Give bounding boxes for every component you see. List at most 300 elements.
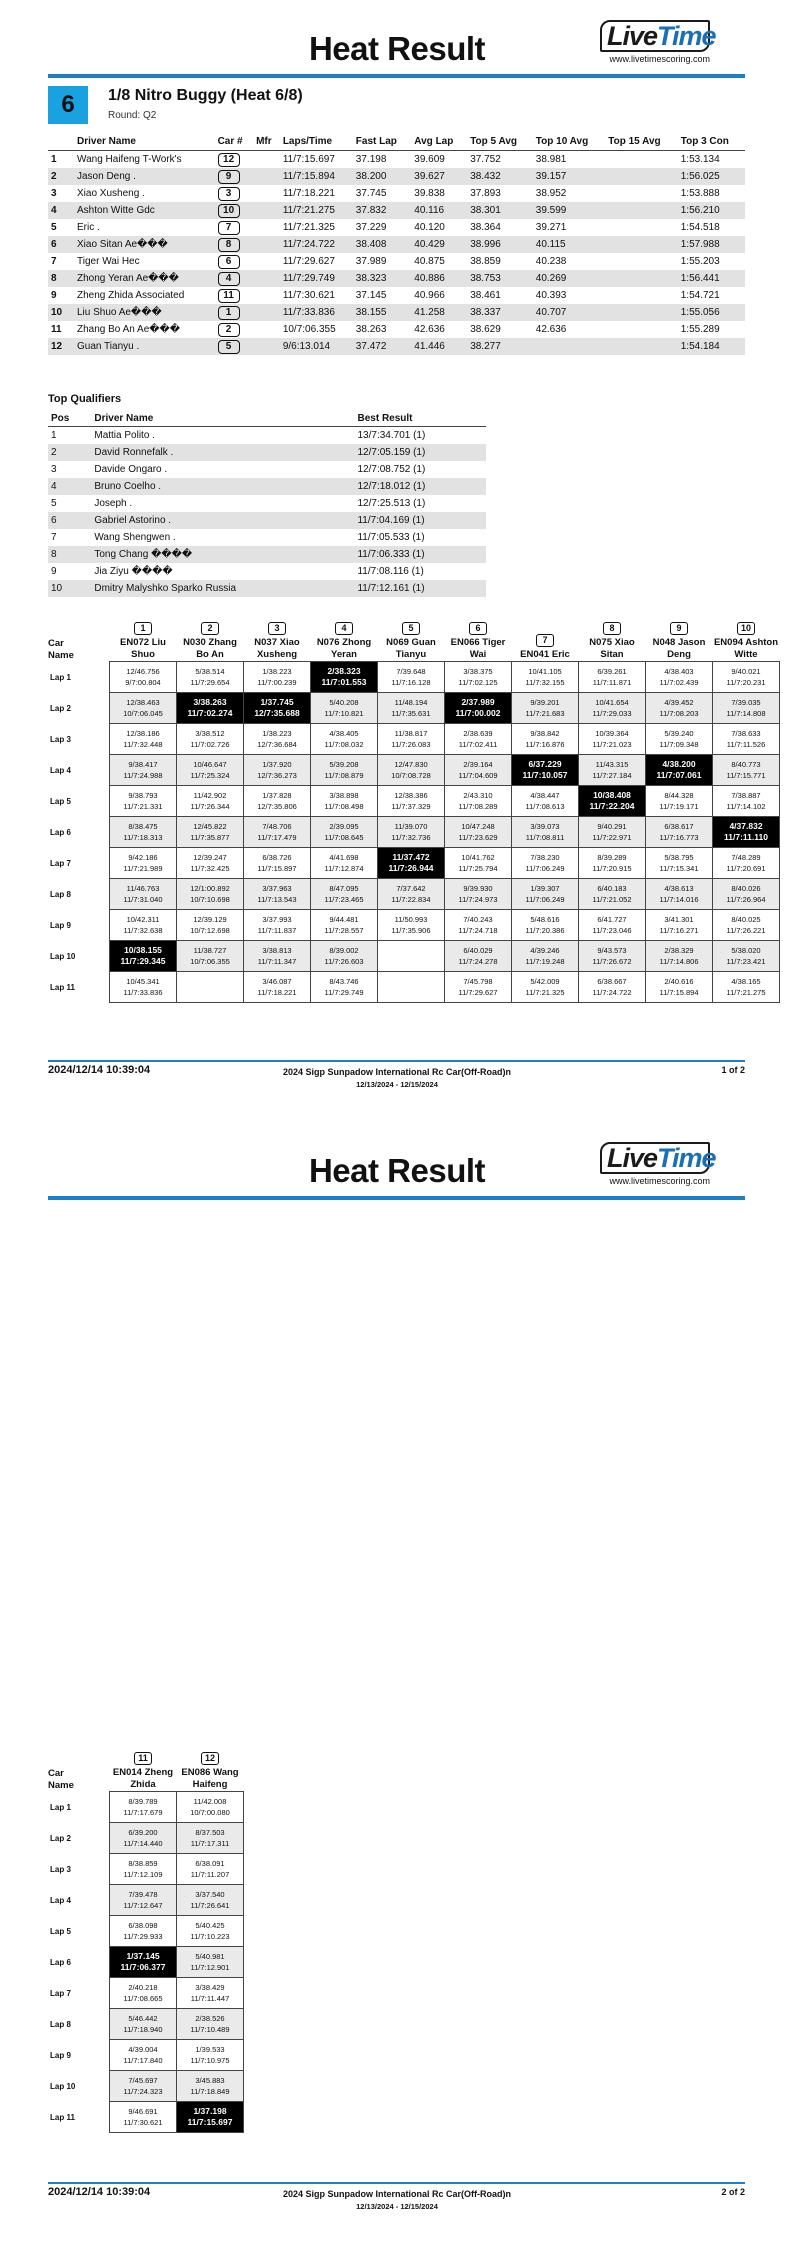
result-cell-laps: 11/7:21.275: [280, 202, 353, 219]
lap-position-time: 10/41.654: [595, 698, 629, 707]
lap-time-cell: [311, 662, 378, 693]
qualifier-cell-best: 11/7:12.161 (1): [354, 580, 486, 597]
lap-cumulative-time: 11/7:18.221: [257, 988, 297, 997]
car-driver-name: EN072 Liu Shuo: [120, 637, 166, 660]
result-cell-top10: 40.269: [533, 270, 605, 287]
logo-mark: LiveTime: [600, 1142, 710, 1174]
result-cell-driver: Zhong Yeran Ae���: [74, 270, 215, 287]
lap-time-cell: [445, 879, 512, 910]
result-cell-top3: 1:57.988: [678, 236, 745, 253]
lap-cumulative-time: 11/7:08.032: [324, 740, 364, 749]
lap-cumulative-time: 11/7:21.325: [525, 988, 565, 997]
lap-position-time: 8/40.025: [731, 915, 761, 924]
lap-cumulative-time: 11/7:12.109: [123, 1870, 163, 1879]
footer-rule: [48, 1060, 745, 1062]
lap-cumulative-time: 11/7:18.313: [123, 833, 163, 842]
result-cell-top10: 38.952: [535, 188, 567, 199]
lap-cumulative-time: 11/7:20.386: [525, 926, 565, 935]
lap-position-time: 1/37.145: [126, 1951, 160, 1961]
lap-time-cell: [579, 786, 646, 817]
lap-row: [48, 755, 780, 786]
lap-position-time: 6/37.229: [528, 759, 562, 769]
lap-time-cell: [378, 848, 445, 879]
lap-cumulative-time: 11/7:31.040: [123, 895, 163, 904]
lap-position-time: 9/38.793: [128, 791, 158, 800]
lap-time-cell: [378, 879, 445, 910]
lap-position-time: 3/38.813: [262, 946, 292, 955]
lap-time-cell: [244, 817, 311, 848]
qualifier-cell-driver: David Ronnefalk .: [91, 444, 354, 461]
lap-time-cell: [512, 910, 579, 941]
car-number-badge: 3: [268, 622, 286, 635]
lap-label: Lap 7: [50, 858, 71, 868]
qualifier-cell-driver: Mattia Polito .: [94, 430, 155, 441]
row-header-car: Car: [48, 637, 64, 649]
lap-position-time: 10/47.248: [461, 822, 495, 831]
car-number-badge: 3: [218, 187, 240, 201]
result-cell-fast: 38.200: [353, 168, 411, 185]
lap-time-cell: [713, 724, 780, 755]
lap-position-time: 6/39.200: [128, 1828, 158, 1837]
lap-position-time: 8/39.289: [597, 853, 627, 862]
result-cell-top10: 42.636: [535, 324, 567, 335]
results-col-header: Mfr: [253, 132, 280, 151]
result-cell-top5: 38.753: [467, 270, 533, 287]
lap-time-cell: [311, 941, 378, 972]
result-cell-pos: 8: [48, 270, 74, 287]
lap-position-time: 1/37.828: [262, 791, 292, 800]
result-cell-car: [215, 253, 253, 270]
result-cell-driver: Liu Shuo Ae���: [74, 304, 215, 321]
lap-position-time: 2/40.218: [128, 1983, 158, 1992]
lap-position-time: 7/38.887: [731, 791, 761, 800]
lap-cumulative-time: 11/7:24.988: [123, 771, 163, 780]
lap-time-cell: [646, 879, 713, 910]
result-cell-pos: 6: [48, 236, 74, 253]
heat-number-badge: 6: [48, 86, 88, 124]
result-cell-top5: 38.996: [467, 236, 533, 253]
lap-cumulative-time: 11/7:23.465: [324, 895, 364, 904]
lap-cumulative-time: 11/7:10.975: [190, 2056, 230, 2065]
lap-position-time: 7/48.706: [262, 822, 292, 831]
lap-time-cell: [579, 910, 646, 941]
car-number-badge: 12: [218, 153, 240, 167]
results-col-header: Laps/Time: [280, 132, 353, 151]
result-row: [48, 219, 745, 236]
lap-time-cell: [177, 848, 244, 879]
lap-time-cell: [713, 941, 780, 972]
row-header-car: Car: [48, 1767, 64, 1779]
lap-chart-car-header: [378, 622, 445, 662]
qualifier-cell-pos: 2: [48, 444, 91, 461]
lap-time-cell: [512, 755, 579, 786]
lap-time-cell: [311, 848, 378, 879]
result-cell-mfr: [253, 287, 280, 304]
lap-time-cell: [311, 786, 378, 817]
lap-position-time: 4/39.246: [530, 946, 560, 955]
lap-time-cell: [110, 662, 177, 693]
footer-event: 2024 Sigp Sunpadow International Rc Car(Off-Road)n: [282, 2189, 512, 2199]
lap-cumulative-time: 11/7:17.679: [123, 1808, 163, 1817]
lap-time-cell: [445, 724, 512, 755]
results-col-header: Avg Lap: [411, 132, 467, 151]
result-cell-car: [215, 219, 253, 236]
result-cell-top15: [605, 202, 677, 219]
lap-time-cell: [579, 755, 646, 786]
lap-position-time: 7/39.478: [128, 1890, 158, 1899]
lap-position-time: 1/37.745: [260, 697, 294, 707]
top-qualifiers-title: Top Qualifiers: [48, 393, 122, 405]
lap-row: [48, 910, 780, 941]
lap-row: [48, 2009, 244, 2040]
car-number-badge: 9: [670, 622, 688, 635]
qualifier-cell-driver: Bruno Coelho .: [91, 478, 354, 495]
lap-cumulative-time: 11/7:32.448: [123, 740, 163, 749]
qualifiers-col-header: Driver Name: [91, 410, 354, 427]
car-number-badge: 7: [536, 634, 554, 647]
lap-cumulative-time: 11/7:28.557: [324, 926, 364, 935]
result-cell-driver: Tiger Wai Hec: [77, 256, 140, 267]
lap-position-time: 2/39.164: [463, 760, 493, 769]
lap-cumulative-time: 11/7:26.344: [190, 802, 230, 811]
lap-position-time: 8/38.475: [128, 822, 158, 831]
lap-time-cell: [110, 1854, 177, 1885]
lap-position-time: 11/42.902: [193, 791, 227, 800]
lap-position-time: 2/38.639: [463, 729, 493, 738]
result-cell-top10: 40.393: [535, 290, 567, 301]
lap-time-cell: [244, 972, 311, 1003]
car-driver-name: EN094 Ashton Witte: [713, 637, 779, 660]
lap-cumulative-time: 11/7:25.794: [458, 864, 498, 873]
lap-time-cell: [713, 879, 780, 910]
lap-row: [48, 724, 780, 755]
lap-time-cell: [512, 786, 579, 817]
lap-position-time: 5/38.795: [664, 853, 694, 862]
lap-position-time: 12/38.186: [126, 729, 160, 738]
lap-time-cell: [110, 2009, 177, 2040]
lap-position-time: 5/40.208: [329, 698, 359, 707]
result-cell-laps: 11/7:24.722: [280, 236, 353, 253]
lap-time-cell: [646, 910, 713, 941]
lap-time-cell: [713, 662, 780, 693]
lap-time-cell: [713, 693, 780, 724]
footer-page-number: 1 of 2: [721, 1065, 745, 1075]
lap-time-cell: [378, 786, 445, 817]
lap-chart-car-header: [177, 622, 244, 662]
result-cell-mfr: [253, 202, 280, 219]
result-cell-top15: [605, 151, 677, 169]
result-cell-avg: 42.636: [414, 324, 445, 335]
qualifier-cell-pos: 6: [48, 512, 91, 529]
lap-position-time: 7/48.289: [731, 853, 761, 862]
lap-chart-car-header: [646, 622, 713, 662]
lap-position-time: 2/37.989: [461, 697, 495, 707]
result-cell-top5: 38.432: [467, 168, 533, 185]
lap-position-time: 12/47.830: [394, 760, 428, 769]
lap-cumulative-time: 11/7:32.425: [190, 864, 230, 873]
lap-position-time: 8/39.002: [329, 946, 359, 955]
lap-position-time: 11/38.727: [193, 946, 227, 955]
lap-label: Lap 9: [50, 920, 71, 930]
lap-cumulative-time: 11/7:11.871: [592, 678, 632, 687]
lap-position-time: 11/43.315: [595, 760, 629, 769]
lap-position-time: 11/37.472: [392, 852, 430, 862]
lap-position-time: 5/38.020: [731, 946, 761, 955]
result-cell-car: [215, 321, 253, 338]
lap-cumulative-time: 11/7:24.278: [458, 957, 498, 966]
result-cell-car: [215, 168, 253, 185]
logo-mark: LiveTime: [600, 20, 710, 52]
qualifier-cell-best: 12/7:18.012 (1): [354, 478, 486, 495]
result-cell-fast: 37.145: [355, 290, 387, 301]
lap-position-time: 3/45.883: [195, 2076, 225, 2085]
lap-position-time: 3/37.963: [262, 884, 292, 893]
lap-cumulative-time: 11/7:11.207: [190, 1870, 230, 1879]
lap-label: Lap 5: [50, 796, 71, 806]
lap-time-cell: [445, 693, 512, 724]
lap-position-time: 6/39.261: [597, 667, 627, 676]
car-driver-name: N048 Jason Deng: [652, 637, 706, 660]
results-col-header: Car #: [215, 132, 253, 151]
lap-position-time: 10/42.311: [126, 915, 160, 924]
lap-position-time: 1/38.223: [262, 729, 292, 738]
lap-time-cell: [110, 1823, 177, 1854]
qualifier-cell-driver: Joseph .: [94, 498, 133, 509]
lap-cumulative-time: 11/7:02.274: [187, 708, 233, 718]
lap-row: [48, 693, 780, 724]
lap-label: Lap 8: [50, 889, 71, 899]
result-cell-top15: [605, 304, 677, 321]
lap-time-cell: [646, 755, 713, 786]
result-cell-car: [215, 304, 253, 321]
result-cell-driver: Eric .: [77, 222, 100, 233]
lap-position-time: 10/41.105: [528, 667, 562, 676]
qualifier-row: [48, 512, 486, 529]
result-cell-top15: [605, 270, 677, 287]
lap-cumulative-time: 11/7:30.621: [123, 2118, 163, 2127]
result-cell-laps: 11/7:29.627: [282, 256, 335, 267]
lap-cumulative-time: 11/7:22.971: [592, 833, 632, 842]
result-row: [48, 253, 745, 270]
lap-time-cell: [579, 879, 646, 910]
result-cell-laps: 10/7:06.355: [282, 324, 336, 335]
lap-cumulative-time: 11/7:14.016: [659, 895, 699, 904]
lap-cumulative-time: 11/7:29.749: [324, 988, 364, 997]
result-row: [48, 321, 745, 338]
car-number-badge: 2: [218, 323, 240, 337]
result-row: [48, 151, 745, 169]
result-cell-driver: Xiao Xusheng .: [77, 188, 145, 199]
lap-label: Lap 3: [50, 1864, 71, 1874]
lap-time-cell: [244, 693, 311, 724]
lap-time-cell: [445, 786, 512, 817]
lap-cumulative-time: 11/7:17.479: [257, 833, 297, 842]
lap-time-cell: [311, 879, 378, 910]
result-cell-laps: 11/7:33.836: [280, 304, 353, 321]
result-cell-fast: 37.832: [353, 202, 411, 219]
lap-cumulative-time: 11/7:06.249: [525, 895, 565, 904]
qualifier-cell-pos: 10: [48, 580, 91, 597]
livetime-logo: [600, 20, 716, 64]
results-table: [48, 132, 745, 355]
lap-cumulative-time: 11/7:00.002: [455, 708, 501, 718]
lap-position-time: 3/41.301: [664, 915, 694, 924]
result-row: [48, 168, 745, 185]
result-cell-driver: Xiao Sitan Ae���: [74, 236, 215, 253]
lap-position-time: 3/38.898: [329, 791, 359, 800]
lap-row: [48, 786, 780, 817]
result-row: [48, 185, 745, 202]
car-number-badge: 7: [218, 221, 240, 235]
result-cell-avg: 39.838: [414, 188, 445, 199]
lap-time-cell: [445, 662, 512, 693]
results-col-header: Fast Lap: [353, 132, 411, 151]
results-col-header: Driver Name: [74, 132, 215, 151]
lap-position-time: 12/39.247: [193, 853, 227, 862]
result-cell-car: [215, 338, 253, 355]
lap-position-time: 7/39.035: [731, 698, 761, 707]
lap-row: [48, 1947, 244, 1978]
lap-cumulative-time: 11/7:26.221: [726, 926, 766, 935]
lap-cumulative-time: 11/7:12.901: [190, 1963, 230, 1972]
result-cell-driver: Guan Tianyu .: [74, 338, 215, 355]
lap-cumulative-time: 11/7:14.440: [123, 1839, 163, 1848]
result-cell-avg: 40.429: [411, 236, 467, 253]
lap-position-time: 5/40.981: [195, 1952, 225, 1961]
qualifier-row: [48, 580, 486, 597]
lap-time-cell: [646, 972, 713, 1003]
qualifiers-header-row: [48, 410, 486, 427]
lap-cumulative-time: 11/7:15.341: [659, 864, 699, 873]
lap-label: Lap 8: [50, 2019, 71, 2029]
lap-time-cell: [512, 693, 579, 724]
lap-position-time: 5/40.425: [195, 1921, 225, 1930]
qualifier-cell-best: 11/7:04.169 (1): [354, 512, 486, 529]
car-number-badge: 2: [201, 622, 219, 635]
result-cell-fast: 37.989: [355, 256, 387, 267]
lap-time-cell: [244, 662, 311, 693]
page-2: [0, 1122, 794, 2244]
result-cell-top10: 39.157: [533, 168, 605, 185]
lap-position-time: 11/50.993: [394, 915, 428, 924]
result-cell-fast: 38.323: [353, 270, 411, 287]
lap-time-cell: [177, 2009, 244, 2040]
lap-cumulative-time: 12/7:36.684: [257, 740, 297, 749]
lap-position-time: 2/38.329: [664, 946, 694, 955]
lap-time-cell: [110, 2102, 177, 2133]
logo-url: www.livetimescoring.com: [609, 54, 710, 64]
result-cell-driver: Wang Haifeng T-Work's: [77, 154, 182, 165]
lap-label: Lap 10: [50, 951, 76, 961]
qualifier-cell-pos: 7: [51, 532, 57, 543]
result-cell-mfr: [253, 270, 280, 287]
result-cell-mfr: [253, 321, 280, 338]
lap-cumulative-time: 11/7:35.631: [391, 709, 431, 718]
lap-time-cell: [244, 910, 311, 941]
lap-time-cell: [646, 941, 713, 972]
lap-cumulative-time: 11/7:12.874: [324, 864, 364, 873]
lap-position-time: 4/37.832: [729, 821, 763, 831]
lap-time-cell: [110, 786, 177, 817]
lap-time-cell: [110, 2040, 177, 2071]
result-cell-car: [215, 236, 253, 253]
result-row: [48, 338, 745, 355]
lap-time-cell: [177, 910, 244, 941]
lap-position-time: 3/38.375: [463, 667, 493, 676]
result-cell-avg: 40.875: [414, 256, 445, 267]
lap-cumulative-time: 11/7:23.046: [592, 926, 632, 935]
lap-time-cell: [244, 724, 311, 755]
lap-time-cell: [177, 1854, 244, 1885]
qualifier-cell-pos: 1: [51, 430, 57, 441]
result-cell-mfr: [253, 236, 280, 253]
lap-cumulative-time: 11/7:10.057: [522, 770, 568, 780]
lap-chart-car-header: [512, 622, 579, 662]
car-number-badge: 8: [603, 622, 621, 635]
car-number-badge: 9: [218, 170, 240, 184]
lap-cumulative-time: 11/7:06.249: [525, 864, 565, 873]
round-label: Round: Q2: [108, 110, 157, 121]
lap-position-time: 4/38.403: [664, 667, 694, 676]
lap-time-cell: [445, 972, 512, 1003]
lap-cumulative-time: 11/7:21.989: [123, 864, 163, 873]
lap-cumulative-time: 11/7:08.665: [123, 1994, 163, 2003]
lap-cumulative-time: 11/7:02.125: [458, 678, 498, 687]
qualifier-cell-driver: Wang Shengwen .: [94, 532, 176, 543]
lap-time-cell: [378, 910, 445, 941]
results-col-header: Top 3 Con: [678, 132, 745, 151]
lap-cumulative-time: 10/7:08.728: [391, 771, 431, 780]
lap-cumulative-time: 11/7:26.641: [190, 1901, 230, 1910]
lap-time-cell: [311, 693, 378, 724]
lap-position-time: 8/38.859: [128, 1859, 158, 1868]
row-header-name: Name: [48, 1779, 74, 1791]
car-driver-name: EN066 Tiger Wai: [450, 637, 506, 660]
lap-label: Lap 6: [50, 827, 71, 837]
lap-time-cell: [512, 941, 579, 972]
lap-time-cell: [512, 879, 579, 910]
lap-cumulative-time: 10/7:10.698: [190, 895, 230, 904]
lap-cumulative-time: 11/7:19.171: [659, 802, 699, 811]
header-rule: [48, 74, 745, 78]
lap-position-time: 8/44.328: [664, 791, 694, 800]
qualifier-cell-driver: Jia Ziyu ����: [94, 566, 173, 577]
lap-time-cell: [378, 755, 445, 786]
qualifier-cell-driver: Dmitry Malyshko Sparko Russia: [91, 580, 354, 597]
car-number-badge: 1: [134, 622, 152, 635]
car-driver-name: N075 Xiao Sitan: [589, 637, 635, 660]
lap-cumulative-time: 11/7:14.102: [726, 802, 766, 811]
result-cell-top5: 37.752: [470, 154, 501, 165]
result-cell-avg: 41.258: [411, 304, 467, 321]
qualifier-cell-driver: Tong Chang ����: [91, 546, 354, 563]
result-cell-top10: [533, 338, 605, 355]
lap-cumulative-time: 11/7:19.248: [525, 957, 565, 966]
lap-row: [48, 817, 780, 848]
lap-time-cell: [110, 2071, 177, 2102]
results-col-header: [48, 132, 74, 151]
lap-position-time: 2/43.310: [463, 791, 493, 800]
car-number-badge: 4: [335, 622, 353, 635]
lap-row: [48, 941, 780, 972]
result-cell-car: [215, 185, 253, 202]
qualifiers-col-header: Best Result: [354, 410, 486, 427]
lap-time-cell: [110, 693, 177, 724]
car-number-badge: 6: [469, 622, 487, 635]
result-cell-pos: 10: [48, 304, 74, 321]
result-cell-pos: 12: [48, 338, 74, 355]
lap-time-cell: [177, 1823, 244, 1854]
